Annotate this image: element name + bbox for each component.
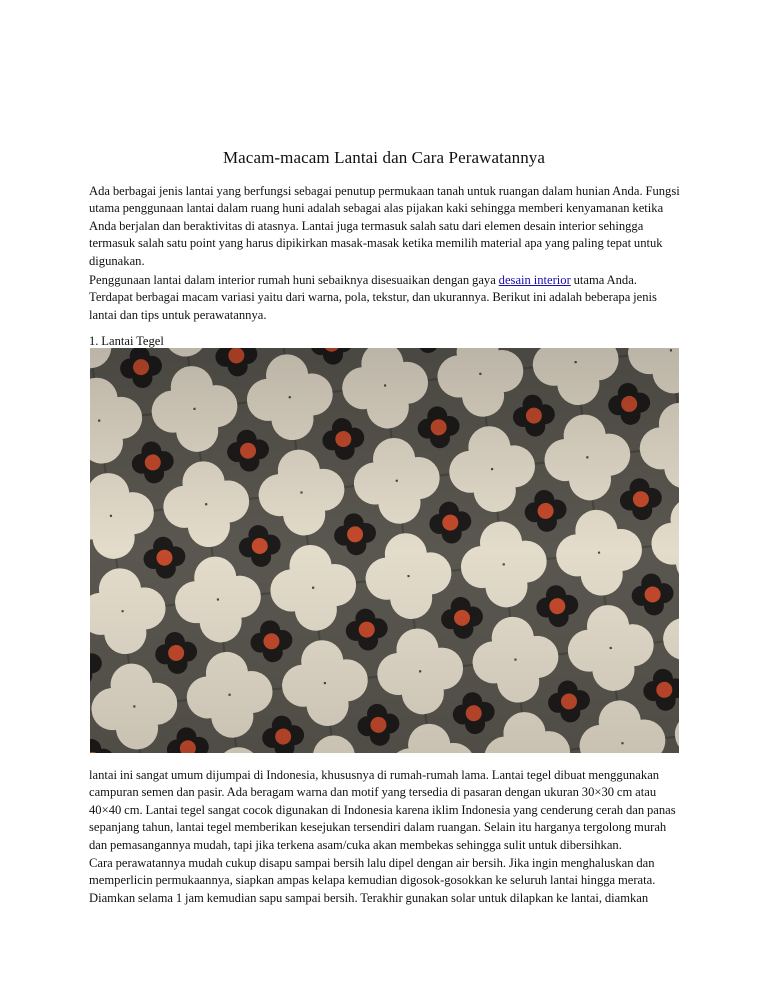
tegel-floor-photo bbox=[90, 348, 679, 753]
section-heading-lantai-tegel: 1. Lantai Tegel bbox=[89, 334, 164, 348]
document-title: Macam-macam Lantai dan Cara Perawatannya bbox=[222, 148, 546, 167]
desain-interior-link[interactable]: desain interior bbox=[498, 273, 571, 287]
style-paragraph bbox=[89, 272, 681, 324]
style-paragraph-text-end: utama Anda. Terdapat berbagai macam variasi yaitu dari warna, pola, tekstur, dan ukurannya. Berikut ini adalah beberapa jenis lantai dan tips untuk perawatannya. bbox=[89, 273, 657, 322]
tegel-care-paragraph: Cara perawatannya mudah cukup disapu sampai bersih lalu dipel dengan air bersih. Jika ingin menghaluskan dan memperlicin permukaannya, siapkan ampas kelapa kemudian digosok-gosokkan ke seluruh lantai hingga merata. Diamkan selama 1 jam kemudian sapu sampai bersih. Terakhir gunakan solar untuk dilapkan ke lantai, diamkan bbox=[89, 856, 656, 905]
intro-paragraph: Ada berbagai jenis lantai yang berfungsi sebagai penutup permukaan tanah untuk ruangan dalam hunian Anda. Fungsi utama penggunaan lantai dalam ruang huni adalah sebagai alas pijakan kaki sehingga memberi kenyamanan ketika Anda berjalan dan beraktivitas di atasnya. Lantai juga termasuk salah satu dari elemen desain interior sehingga termasuk salah satu point yang harus dipikirkan masak-masak ketika memilih material apa yang paling tepat untuk digunakan. bbox=[89, 184, 680, 268]
style-paragraph-text-start: Penggunaan lantai dalam interior rumah huni sebaiknya disesuaikan dengan gaya bbox=[89, 273, 499, 287]
photo-shading bbox=[90, 348, 679, 753]
tegel-description-paragraph: lantai ini sangat umum dijumpai di Indonesia, khususnya di rumah-rumah lama. Lantai tegel dibuat menggunakan campuran semen dan pasir. Ada beragam warna dan motif yang tersedia di pasaran dengan ukuran 30×30 cm atau 40×40 cm. Lantai tegel sangat cocok digunakan di Indonesia karena iklim Indonesia yang cenderung cerah dan panas sepanjang tahun, lantai tegel memberikan kesejukan tersendiri dalam ruangan. Selain itu harganya tergolong murah dan pemasangannya mudah, tapi jika terkena asam/cuka akan membekas sehingga sulit untuk dibersihkan. bbox=[89, 768, 676, 852]
